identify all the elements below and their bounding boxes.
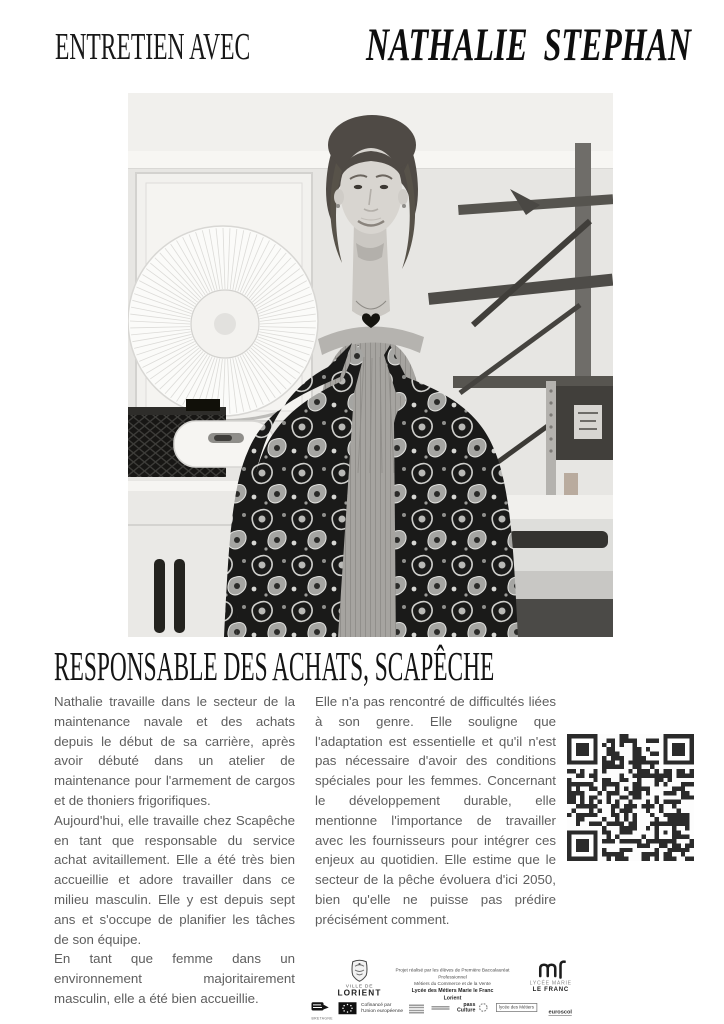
pass-culture-gear-icon xyxy=(478,1002,489,1013)
page-title: NATHALIE STEPHAN xyxy=(366,19,691,71)
kicker: ENTRETIEN AVEC xyxy=(55,26,251,68)
eu-cofinance-line2: l'Union européenne xyxy=(361,1008,404,1014)
ministere-logo xyxy=(409,1003,424,1015)
euroscol-logo xyxy=(549,1004,572,1018)
footer xyxy=(310,955,724,1024)
pass-culture-logo xyxy=(457,1002,488,1013)
ville-de-lorient-logo xyxy=(330,960,390,998)
paragraph: Aujourd'hui, elle travaille chez Scapêche en tant que responsable du service achat avitaillement. Elle a été très bien accueillie et adore travailler dans ce milieu masculin. Elle y est depuis sept ans et s'occupe de planifier les tâches de son équipe. xyxy=(54,812,295,947)
paragraph: Elle n'a pas rencontré de difficultés liées à son genre. Elle souligne que l'adaptation est essentielle et qu'il n'est pas nécessaire d'avoir des conditions spéciales pour les femmes. Concernant le développement durable, elle mentionne l'importance de travailler avec les fournisseurs pour intégrer ces enjeux au quotidien. Elle estime que le secteur de la pêche évoluera d'ici 2050, bien qu'elle ne puisse pas prédire précisément comment. xyxy=(315,694,556,927)
credits-line: Lycée des Métiers Marie le Franc xyxy=(411,988,494,994)
lorient-label-name: LORIENT xyxy=(337,988,382,998)
subtitle: RESPONSABLE DES ACHATS, SCAPÊCHE xyxy=(54,643,495,689)
eu-cofinance-label xyxy=(361,1002,403,1014)
mlf-label-name: LE FRANC xyxy=(532,985,569,993)
mlf-label-top: LYCÉE MARIE xyxy=(529,980,572,986)
mlf-monogram-icon xyxy=(536,960,566,980)
region-bretagne-logo xyxy=(312,1002,333,1021)
eu-stars-icon xyxy=(339,1002,357,1014)
pass-culture-line2: Culture xyxy=(457,1007,476,1013)
qr-code-pattern xyxy=(567,734,694,861)
credits-line: Métiers du Commerce et de la Vente xyxy=(414,981,491,987)
article-column-right xyxy=(315,692,556,930)
eu-cofinance-line1: Cofinancé par xyxy=(361,1002,392,1008)
eu-flag-logo xyxy=(339,1002,357,1014)
portrait-photo-illustration xyxy=(128,93,613,637)
paragraph: En tant que femme dans un environnement majoritairement masculin, elle a été bien accueillie. xyxy=(54,951,295,1006)
pass-culture-line1: pass xyxy=(463,1002,476,1008)
euroscol-label: euroscol xyxy=(548,1008,572,1015)
lorient-label-top: VILLE DE xyxy=(345,983,374,989)
lycee-des-metiers-logo: lycée des Métiers xyxy=(496,1003,537,1012)
partner-logo xyxy=(432,1005,450,1011)
bretagne-label: BRETAGNE xyxy=(311,1016,333,1021)
lorient-crest-icon xyxy=(350,960,370,983)
footer-credits xyxy=(385,967,520,1002)
credits-line: Lorient xyxy=(443,995,462,1001)
paragraph: Nathalie travaille dans le secteur de la maintenance navale et des achats depuis le début de sa carrière, après avoir débuté dans un atelier de maintenance pour l'armement de cargos et de thoniers frigorifiques. xyxy=(54,694,295,808)
credits-line: Projet réalisé par les élèves de Première Baccalauréat Professionnel xyxy=(395,967,510,980)
portrait-photo xyxy=(128,93,613,637)
qr-code xyxy=(567,734,694,861)
article-column-left xyxy=(54,692,295,1009)
bretagne-flag-icon xyxy=(312,1002,330,1013)
lycee-marie-le-franc-logo xyxy=(523,960,579,993)
partner-logos-row xyxy=(310,1002,724,1022)
eu-flag-icon xyxy=(339,1002,357,1014)
